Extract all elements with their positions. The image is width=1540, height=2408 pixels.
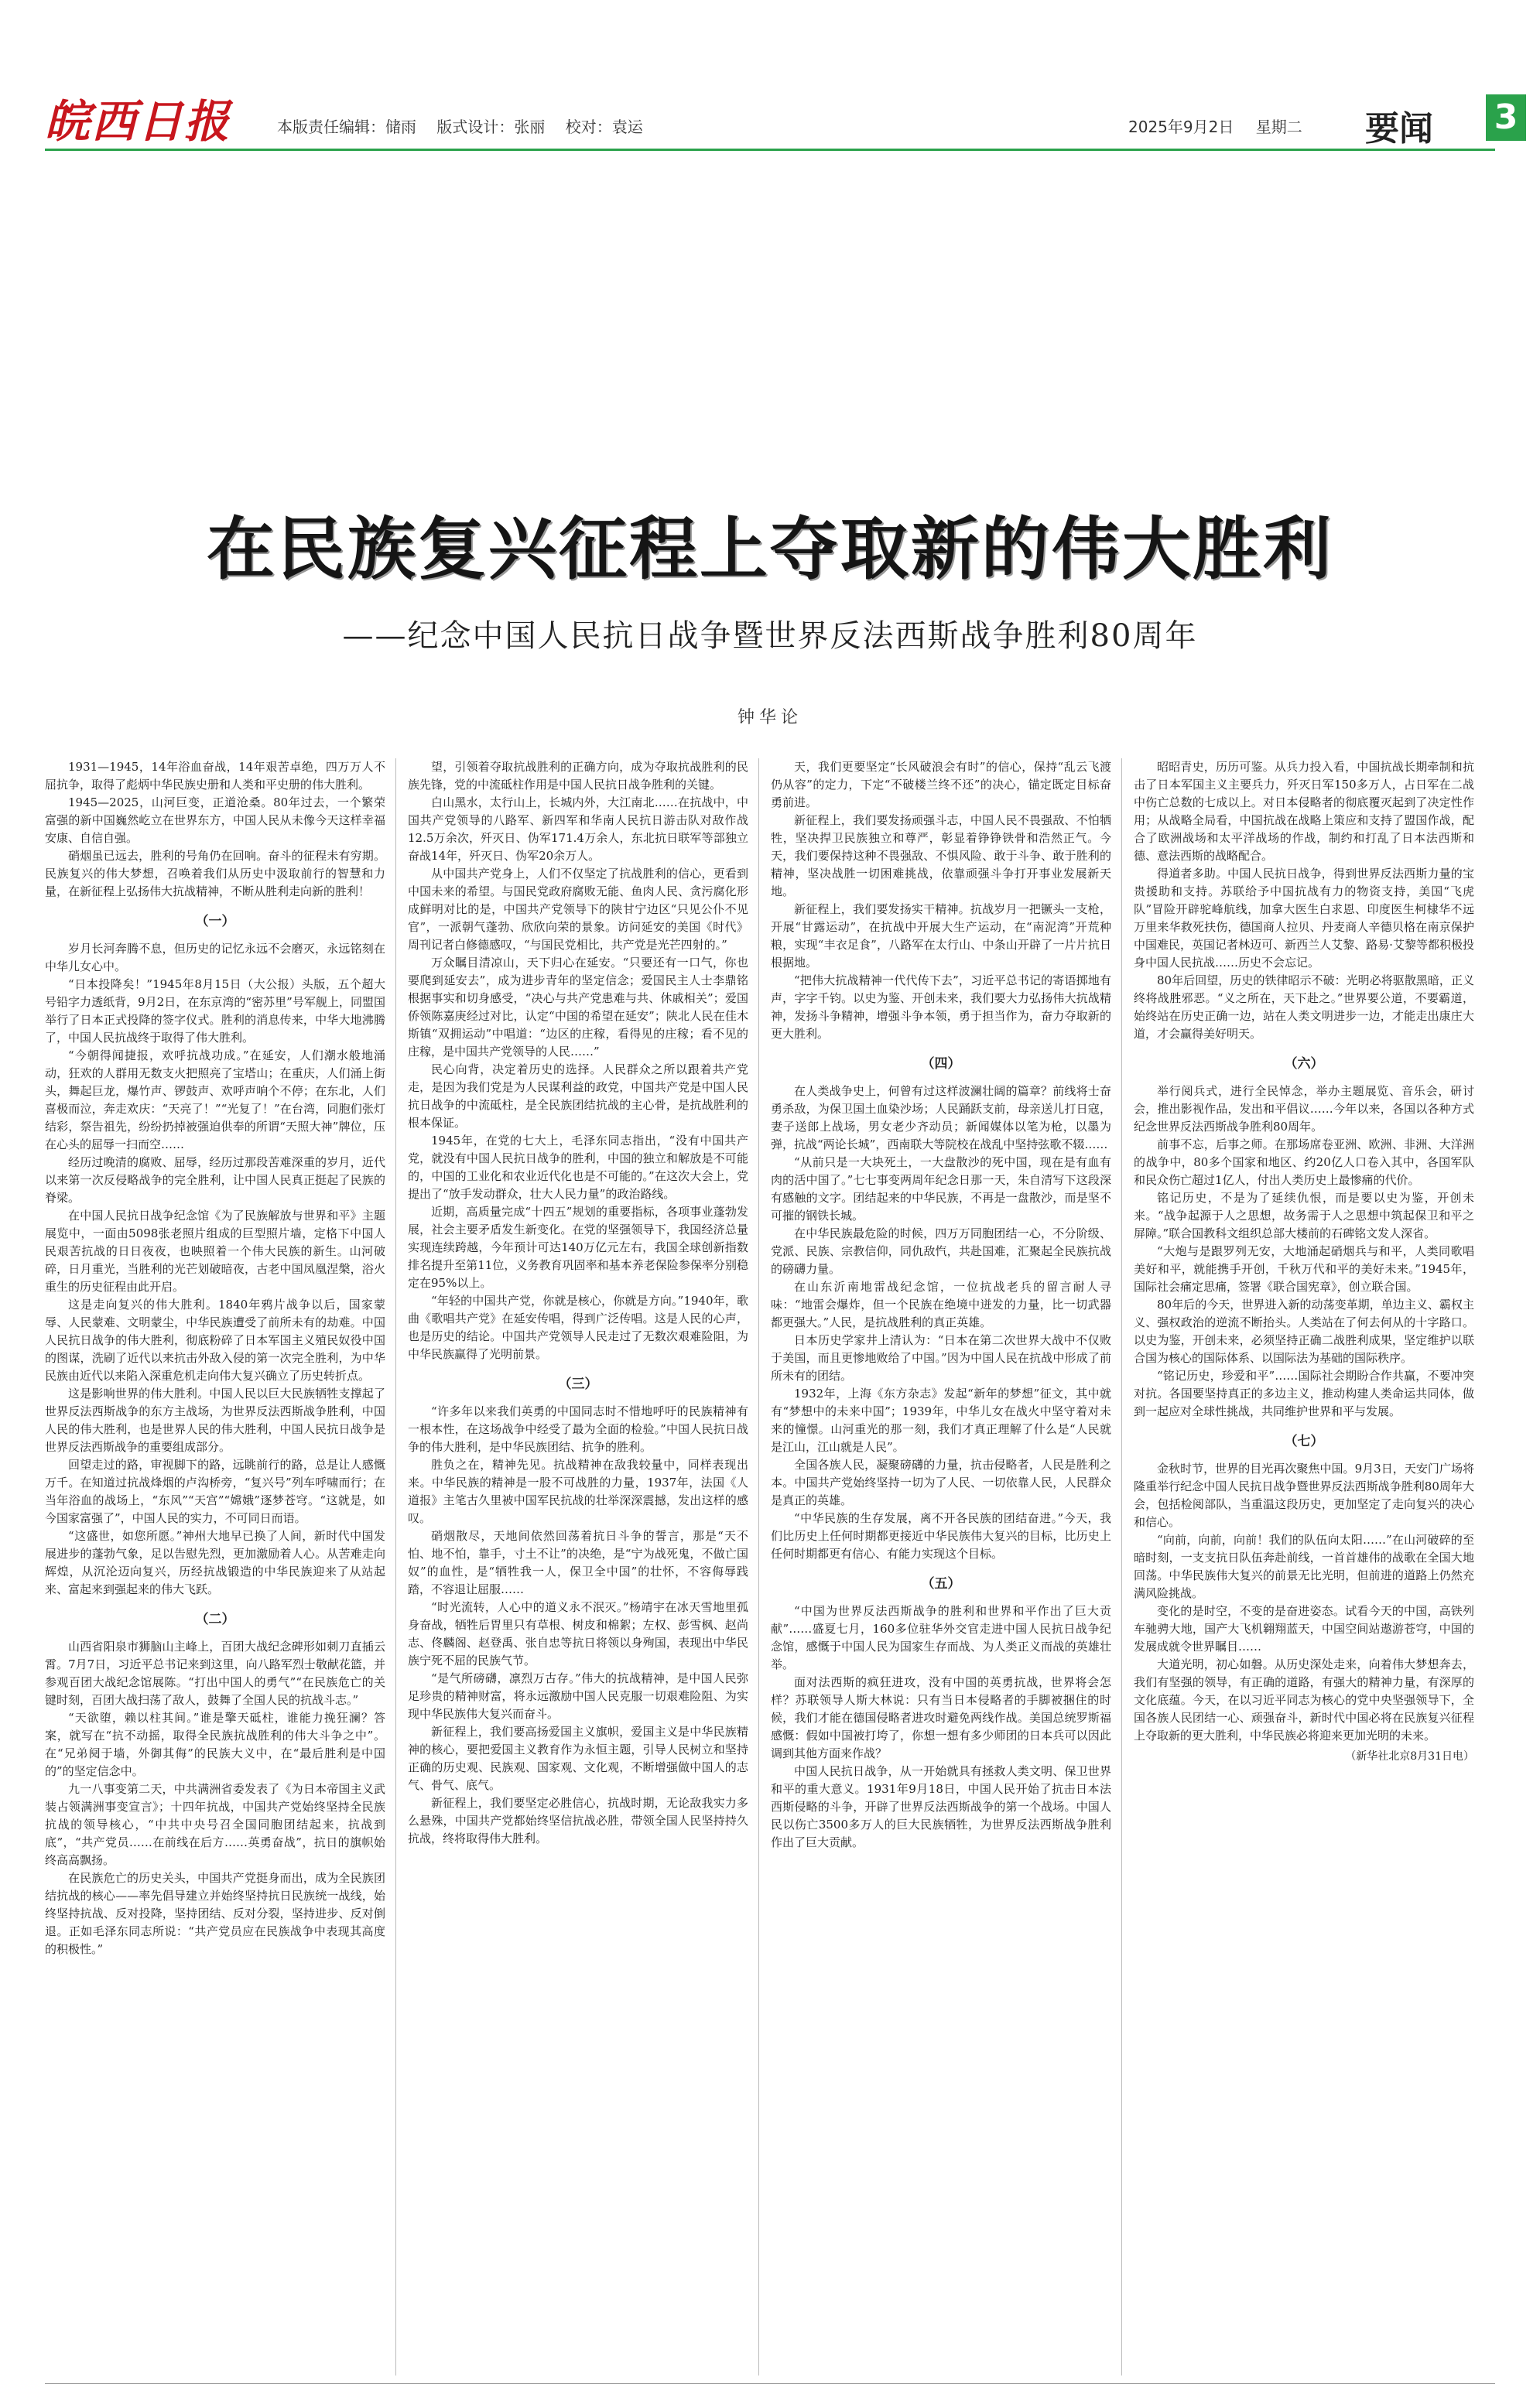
article-column-3	[771, 758, 1111, 2376]
article-paragraph: 铭记历史，不是为了延续仇恨，而是要以史为鉴，开创未来。“战争起源于人之思想，故务需于人之思想中筑起保卫和平之屏障。”联合国教科文组织总部大楼前的石碑铭文发人深省。	[1134, 1191, 1474, 1240]
article-paragraph: 九一八事变第二天，中共满洲省委发表了《为日本帝国主义武装占领满洲事变宣言》；十四年抗战，中国共产党始终坚持全民族抗战的领导核心，“中共中央号召全国同胞团结起来，抗战到底”，“共产党员……在前线在后方……英勇奋战”，抗日的旗帜始终高高飘扬。	[45, 1782, 385, 1867]
weekday-text: 星期二	[1255, 118, 1302, 136]
article-paragraph: 硝烟虽已远去，胜利的号角仍在回响。奋斗的征程未有穷期。民族复兴的伟大梦想，召唤着我们从历史中汲取前行的智慧和力量，在新征程上弘扬伟大抗战精神，不断从胜利走向新的胜利！	[45, 849, 385, 898]
layout-credit: 版式设计：张丽	[436, 118, 546, 136]
article-paragraph: 大道光明，初心如磐。从历史深处走来，向着伟大梦想奔去，我们有坚强的领导，有正确的道路，有强大的精神力量，有深厚的文化底蕴。今天，在以习近平同志为核心的党中央坚强领导下，全国各族人民团结一心、顽强奋斗，新时代中国必将在民族复兴征程上夺取新的更大胜利，中华民族必将迎来更加光明的未来。	[1134, 1657, 1474, 1743]
article-paragraph: 面对法西斯的疯狂进攻，没有中国的英勇抗战，世界将会怎样？苏联领导人斯大林说：只有当日本侵略者的手脚被捆住的时候，我们才能在德国侵略者进攻时避免两线作战。美国总统罗斯福感慨：假如中国被打垮了，你想一想有多少师团的日本兵可以因此调到其他方面来作战？	[771, 1675, 1111, 1760]
article-paragraph: 从中国共产党身上，人们不仅坚定了抗战胜利的信心，更看到中国未来的希望。与国民党政府腐败无能、鱼肉人民、贪污腐化形成鲜明对比的是，中国共产党领导下的陕甘宁边区“只见公仆不见官”，一派朝气蓬勃、欣欣向荣的景象。访问延安的美国《时代》周刊记者白修德感叹，“与国民党相比，共产党是光芒四射的。”	[408, 867, 748, 952]
article-column-2	[408, 758, 748, 2376]
article-paragraph: “中国为世界反法西斯战争的胜利和世界和平作出了巨大贡献”……盛夏七月，160多位驻华外交官走进中国人民抗日战争纪念馆，感慨于中国人民为国家生存而战、为人类正义而战的英雄壮举。	[771, 1604, 1111, 1671]
section-heading: （七）	[1284, 1434, 1324, 1449]
article-paragraph: 在中国人民抗日战争纪念馆《为了民族解放与世界和平》主题展览中，一面由5098张老照片组成的巨型照片墙，定格下中国人民艰苦抗战的日日夜夜，也映照着一个伟大民族的新生。山河破碎，日月重光，当胜利的光芒划破暗夜，古老中国凤凰涅槃，浴火重生的历史征程由此开启。	[45, 1209, 385, 1294]
article-paragraph: “时光流转，人心中的道义永不泯灭。”杨靖宇在冰天雪地里孤身奋战，牺牲后胃里只有草根、树皮和棉絮；左权、彭雪枫、赵尚志、佟麟阁、赵登禹、张自忠等抗日将领以身殉国，表现出中华民族宁死不屈的民族气节。	[408, 1600, 748, 1667]
article-paragraph: 金秋时节，世界的目光再次聚焦中国。9月3日，天安门广场将隆重举行纪念中国人民抗日战争暨世界反法西斯战争胜利80周年大会，包括检阅部队，当重温这段历史，更加坚定了走向复兴的决心和信心。	[1134, 1462, 1474, 1529]
section-title: 要闻	[1365, 109, 1433, 149]
article-paragraph: 胜负之在，精神先见。抗战精神在敌我较量中，同样表现出来。中华民族的精神是一股不可战胜的力量，1937年，法国《人道报》主笔古久里被中国军民抗战的壮举深深震撼，发出这样的感叹。	[408, 1458, 748, 1525]
article-paragraph: “中华民族的生存发展，离不开各民族的团结奋进。”今天，我们比历史上任何时期都更接近中华民族伟大复兴的目标，比历史上任何时期都更有信心、有能力实现这个目标。	[771, 1511, 1111, 1561]
editor-credits	[277, 115, 659, 137]
article-paragraph: 硝烟散尽，天地间依然回荡着抗日斗争的誓言，那是“天不怕、地不怕，靠手，寸土不让”的决绝，是“宁为战死鬼，不做亡国奴”的血性，是“牺牲我一人，保卫全中国”的壮怀，不容侮辱践踏，不容退让屈服……	[408, 1529, 748, 1596]
article-paragraph: 中国人民抗日战争，从一开始就具有拯救人类文明、保卫世界和平的重大意义。1931年9月18日，中国人民开始了抗击日本法西斯侵略的斗争，开辟了世界反法西斯战争的第一个战场。中国人民以伤亡3500多万人的巨大民族牺牲，为世界反法西斯战争胜利作出了巨大贡献。	[771, 1764, 1111, 1849]
proofread-credit: 校对：袁运	[565, 118, 643, 136]
article-paragraph: 这是影响世界的伟大胜利。中国人民以巨大民族牺牲支撑起了世界反法西斯战争的东方主战场，为世界反法西斯战争胜利，中国人民的伟大胜利，也是世界人民的伟大胜利，中国人民抗日战争是世界反法西斯战争的重要组成部分。	[45, 1387, 385, 1454]
article-paragraph: 山西省阳泉市狮脑山主峰上，百团大战纪念碑形如刺刀直插云霄。7月7日，习近平总书记来到这里，向八路军烈士敬献花篮，并参观百团大战纪念馆展陈。“打出中国人的勇气”“在民族危亡的关键时刻，百团大战扫荡了敌人，鼓舞了全国人民的抗战斗志。”	[45, 1640, 385, 1707]
article-paragraph: 新征程上，我们要发扬顽强斗志，中国人民不畏强敌、不怕牺牲，坚决捍卫民族独立和尊严，彰显着铮铮铁骨和浩然正气。今天，我们要保持这种不畏强敌、不惧风险、敢于斗争、敢于胜利的精神，坚决战胜一切困难挑战，依靠顽强斗争打开事业发展新天地。	[771, 813, 1111, 898]
article-paragraph: 在山东沂南地雷战纪念馆，一位抗战老兵的留言耐人寻味：“地雷会爆炸，但一个民族在绝境中迸发的力量，比一切武器都更强大。”人民，是抗战胜利的真正英雄。	[771, 1280, 1111, 1329]
masthead	[45, 85, 1518, 149]
article-paragraph: 望，引领着夺取抗战胜利的正确方向，成为夺取抗战胜利的民族先锋，党的中流砥柱作用是中国人民抗日战争胜利的关键。	[408, 760, 748, 792]
section-heading: （六）	[1284, 1056, 1324, 1072]
article-paragraph: “今朝得闻捷报，欢呼抗战功成。”在延安，人们潮水般地涌动，狂欢的人群用无数支火把照亮了宝塔山；在重庆，人们涌上街头，舞起巨龙，爆竹声、锣鼓声、欢呼声响个不停；在东北，人们喜极而泣，奔走欢庆：“天亮了！”“光复了！”在台湾，同胞们张灯结彩，祭告祖先，纷纷扔掉被强迫供奉的所谓“天照大神”牌位，压在心头的屈辱一扫而空……	[45, 1048, 385, 1151]
article-paragraph: 80年后回望，历史的铁律昭示不破：光明必将驱散黑暗，正义终将战胜邪恶。“义之所在，天下赴之。”世界要公道，不要霸道，始终站在历史正确一边，站在人类文明进步一边，才能走出康庄大道，才会赢得美好明天。	[1134, 973, 1474, 1041]
article-paragraph: 新征程上，我们要发扬实干精神。抗战岁月一把镢头一支枪，开展“甘露运动”，在抗战中开展大生产运动，在“南泥湾”开荒种粮，实现“丰衣足食”，八路军在太行山、中条山开辟了一片片抗日根据地。	[771, 902, 1111, 970]
article-paragraph: 变化的是时空，不变的是奋进姿态。试看今天的中国，高铁列车驰骋大地，国产大飞机翱翔蓝天，中国空间站遨游苍穹，中国的发展成就令世界瞩目……	[1134, 1604, 1474, 1654]
article-column-1	[45, 758, 385, 2376]
article-paragraph: “从前只是一大块死土，一大盘散沙的死中国，现在是有血有肉的活中国了。”七七事变两周年纪念日那一天，朱自清写下这段深有感触的文字。团结起来的中华民族，不再是一盘散沙，而是坚不可摧的钢铁长城。	[771, 1155, 1111, 1223]
dateline-credit: （新华社北京8月31日电）	[1345, 1750, 1474, 1763]
article-paragraph: “天欲堕，赖以柱其间。”谁是擎天砥柱，谁能力挽狂澜？答案，就写在“抗不动摇，取得全民族抗战胜利的伟大斗争之中”。在“兄弟阋于墙，外御其侮”的民族大义中，在“最后胜利是中国的”的坚定信念中。	[45, 1711, 385, 1778]
article-paragraph: 回望走过的路，审视脚下的路，远眺前行的路，总是让人感慨万千。在知道过抗战烽烟的卢沟桥旁，“复兴号”列车呼啸而行；在当年浴血的战场上，“东风”“天宫”“嫦娥”逐梦苍穹。“这就是，如今国家富强了”，中国人民的实力，不可同日而语。	[45, 1458, 385, 1525]
article-paragraph: 天，我们更要坚定“长风破浪会有时”的信心，保持“乱云飞渡仍从容”的定力，下定“不破楼兰终不还”的决心，锚定既定目标奋勇前进。	[771, 760, 1111, 809]
article-paragraph: 在中华民族最危险的时候，四万万同胞团结一心，不分阶级、党派、民族、宗教信仰，同仇敌忾，共赴国难，汇聚起全民族抗战的磅礴力量。	[771, 1226, 1111, 1276]
article-column-4	[1134, 758, 1474, 2376]
article-title: 在民族复兴征程上夺取新的伟大胜利	[206, 509, 1333, 589]
article-subtitle: ——纪念中国人民抗日战争暨世界反法西斯战争胜利80周年	[342, 618, 1198, 654]
column-divider	[1121, 758, 1122, 2376]
article-paragraph: 近期，高质量完成“十四五”规划的重要指标，各项事业蓬勃发展，社会主要矛盾发生新变化。在党的坚强领导下，我国经济总量实现连续跨越，今年预计可达140万亿元左右，我国全球创新指数排名提升至第11位，义务教育巩固率和基本养老保险参保率分别稳定在95%以上。	[408, 1205, 748, 1290]
section-heading: （四）	[921, 1056, 961, 1072]
article-paragraph: 新征程上，我们要坚定必胜信心，抗战时期，无论敌我实力多么悬殊，中国共产党都始终坚信抗战必胜，带领全国人民坚持持久抗战，终将取得伟大胜利。	[408, 1796, 748, 1845]
article-paragraph: 万众瞩目清凉山，天下归心在延安。“只要还有一口气，你也要爬到延安去”，成为进步青年的坚定信念；爱国民主人士李鼎铭根据事实和切身感受，“决心与共产党患难与共、休戚相关”；爱国侨领陈嘉庚经过对比，认定“中国的希望在延安”；陕北人民在佳木斯镇“双拥运动”中唱道：“边区的庄稼，看得见的庄稼；看不见的庄稼，是中国共产党领导的人民……”	[408, 956, 748, 1059]
article-paragraph: 80年后的今天，世界进入新的动荡变革期，单边主义、霸权主义、强权政治的逆流不断抬头。人类站在了何去何从的十字路口。以史为鉴，开创未来，必须坚持正确二战胜利成果，坚定维护以联合国为核心的国际体系、以国际法为基础的国际秩序。	[1134, 1298, 1474, 1365]
article-byline: 钟华论	[737, 708, 803, 727]
article-paragraph: “大炮与是跟罗列无安，大地涌起硝烟兵与和平，人类同歌唱美好和平，就能携手开创，千秋万代和平的美好未来。”1945年，国际社会痛定思痛，签署《联合国宪章》，创立联合国。	[1134, 1244, 1474, 1294]
column-divider	[395, 758, 396, 2376]
article-paragraph: 民心向背，决定着历史的选择。人民群众之所以跟着共产党走，是因为我们党是为人民谋利益的政党，中国共产党是中国人民抗日战争的中流砥柱，是全民族团结抗战的主心骨，是抗战胜利的根本保证。	[408, 1062, 748, 1130]
article-paragraph: 昭昭青史，历历可鉴。从兵力投入看，中国抗战长期牵制和抗击了日本军国主义主要兵力，歼灭日军150多万人，占日军在二战中伤亡总数的七成以上。对日本侵略者的彻底覆灭起到了决定性作用；从战略全局看，中国抗战在战略上策应和支持了盟国作战，配合了欧洲战场和太平洋战场的作战，制约和打乱了日本法西斯和德、意法西斯的战略配合。	[1134, 760, 1474, 863]
article-paragraph: 新征程上，我们要高扬爱国主义旗帜，爱国主义是中华民族精神的核心，要把爱国主义教育作为永恒主题，引导人民树立和坚持正确的历史观、民族观、国家观、文化观，不断增强做中国人的志气、骨气、底气。	[408, 1725, 748, 1792]
issue-date	[1128, 115, 1319, 137]
section-heading: （五）	[921, 1576, 961, 1592]
article-paragraph: 日本历史学家井上清认为：“日本在第二次世界大战中不仅败于美国，而且更惨地败给了中国。”因为中国人民在抗战中形成了前所未有的团结。	[771, 1333, 1111, 1383]
article-paragraph: “铭记历史，珍爱和平”……国际社会期盼合作共赢，不要冲突对抗。各国要坚持真正的多边主义，推动构建人类命运共同体，做到一起应对全球性挑战，共同维护世界和平与发展。	[1134, 1369, 1474, 1418]
article-paragraph: 在人类战争史上，何曾有过这样波澜壮阔的篇章？前线将士奋勇杀敌，为保卫国土血染沙场；人民踊跃支前，母亲送儿打日寇，妻子送郎上战场，男女老少齐动员；新闻媒体以笔为枪，以墨为弹，抗战“两论长城”，西南联大等院校在战乱中坚持弦歌不辍……	[771, 1084, 1111, 1151]
page-bottom-rule	[45, 2383, 1495, 2384]
article-paragraph: 得道者多助。中国人民抗日战争，得到世界反法西斯力量的宝贵援助和支持。苏联给予中国抗战有力的物资支持，美国“飞虎队”冒险开辟驼峰航线，加拿大医生白求恩、印度医生柯棣华不远万里来华救死扶伤，德国商人拉贝、丹麦商人辛德贝格在南京保护中国难民，英国记者林迈可、新西兰人艾黎、路易·艾黎等都积极投身中国人民抗战……历史不会忘记。	[1134, 867, 1474, 970]
article-paragraph: 经历过晚清的腐败、屈辱，经历过那段苦难深重的岁月，近代以来第一次反侵略战争的完全胜利，让中国人民真正挺起了民族的脊梁。	[45, 1155, 385, 1205]
section-heading: （三）	[558, 1377, 598, 1392]
section-heading: （一）	[195, 914, 235, 929]
article-paragraph: “年轻的中国共产党，你就是核心，你就是方向。”1940年，歌曲《歌唱共产党》在延安传唱，得到广泛传唱。这是人民的心声，也是历史的结论。中国共产党领导人民走过了无数次艰难险阻，为中华民族赢得了光明前景。	[408, 1294, 748, 1361]
page-number-badge: 3	[1486, 94, 1526, 141]
article-paragraph: “是气所磅礴，凛烈万古存。”伟大的抗战精神，是中国人民弥足珍贵的精神财富，将永远激励中国人民克服一切艰难险阻、为实现中华民族伟大复兴而奋斗。	[408, 1671, 748, 1721]
article-paragraph: 1945—2025，山河巨变，正道沧桑。80年过去，一个繁荣富强的新中国巍然屹立在世界东方，中国人民从未像今天这样幸福安康、自信自强。	[45, 795, 385, 845]
article-paragraph: “向前，向前，向前！我们的队伍向太阳……”在山河破碎的至暗时刻，一支支抗日队伍奔赴前线，一首首雄伟的战歌在全国大地回荡。中华民族伟大复兴的前景无比光明，但前进的道路上仍然充满风险挑战。	[1134, 1533, 1474, 1600]
editor-credit: 本版责任编辑：储雨	[277, 118, 416, 136]
article-paragraph: 在民族危亡的历史关头，中国共产党挺身而出，成为全民族团结抗战的核心——率先倡导建立并始终坚持抗日民族统一战线，始终坚持抗战、反对投降，坚持团结、反对分裂，坚持进步、反对倒退。正如毛泽东同志所说：“共产党员应在民族战争中表现其高度的积极性。”	[45, 1871, 385, 1956]
article-paragraph: 白山黑水，太行山上，长城内外，大江南北……在抗战中，中国共产党领导的八路军、新四军和华南人民抗日游击队对敌作战12.5万余次，歼灭日、伪军171.4万余人，东北抗日联军等部独立奋战14年，歼灭日、伪军20余万人。	[408, 795, 748, 863]
article-paragraph: 前事不忘，后事之师。在那场席卷亚洲、欧洲、非洲、大洋洲的战争中，80多个国家和地区、约20亿人口卷入其中，各国军队和民众伤亡超过1亿人，付出人类历史上最惨痛的代价。	[1134, 1137, 1474, 1187]
article-paragraph: 岁月长河奔腾不息，但历史的记忆永远不会磨灭，永远铭刻在中华儿女心中。	[45, 942, 385, 973]
article-paragraph: 举行阅兵式，进行全民悼念，举办主题展览、音乐会，研讨会，推出影视作品，发出和平倡议……今年以来，各国以各种方式纪念世界反法西斯战争胜利80周年。	[1134, 1084, 1474, 1134]
article-paragraph: 1945年，在党的七大上，毛泽东同志指出，“没有中国共产党，就没有中国人民抗日战争的胜利，中国的独立和解放是不可能的，中国的工业化和农业近代化也是不可能的。”在这次大会上，党提出了“放手发动群众，壮大人民力量”的政治路线。	[408, 1134, 748, 1201]
newspaper-logo: 皖西日报	[45, 95, 231, 148]
article-paragraph: “许多年以来我们英勇的中国同志时不惜地呼吁的民族精神有一根本性，在这场战争中经受了最为全面的检验。”中国人民抗日战争的伟大胜利，是中华民族团结、抗争的胜利。	[408, 1404, 748, 1454]
article-paragraph: “日本投降矣！”1945年8月15日（大公报）头版，五个超大号铅字力透纸背，9月2日，在东京湾的“密苏里”号军舰上，同盟国举行了日本正式投降的签字仪式。胜利的消息传来，中华大地沸腾了，中国人民抗战终于取得了伟大胜利。	[45, 977, 385, 1045]
article-paragraph: “这盛世，如您所愿。”神州大地早已换了人间，新时代中国发展进步的蓬勃气象，足以告慰先烈，更加激励着人心。从苦难走向辉煌，从沉沦迈向复兴，历经抗战锻造的中华民族迎来了从站起来、富起来到强起来的伟大飞跃。	[45, 1529, 385, 1596]
section-heading: （二）	[195, 1612, 235, 1627]
column-divider	[758, 758, 759, 2376]
article-paragraph: “把伟大抗战精神一代代传下去”，习近平总书记的寄语掷地有声，字字千钧。以史为鉴、开创未来，我们要大力弘扬伟大抗战精神，发扬斗争精神，增强斗争本领，勇于担当作为，奋力夺取新的更大胜利。	[771, 973, 1111, 1041]
date-text: 2025年9月2日	[1128, 118, 1234, 136]
masthead-rule	[45, 149, 1495, 151]
article-paragraph: 1932年，上海《东方杂志》发起“新年的梦想”征文，其中就有“梦想中的未来中国”；1939年，中华儿女在战火中坚守着对未来的憧憬。山河重光的那一刻，我们才真正理解了什么是“人民就是江山，江山就是人民”。	[771, 1387, 1111, 1454]
article-paragraph: 全国各族人民，凝聚磅礴的力量，抗击侵略者，人民是胜利之本。中国共产党始终坚持一切为了人民、一切依靠人民，人民群众是真正的英雄。	[771, 1458, 1111, 1507]
article-paragraph: 这是走向复兴的伟大胜利。1840年鸦片战争以后，国家蒙辱、人民蒙难、文明蒙尘，中华民族遭受了前所未有的劫难。中国人民抗日战争的伟大胜利，彻底粉碎了日本军国主义殖民奴役中国的图谋，洗刷了近代以来抗击外敌入侵的第一次完全胜利，为中华民族由近代以来陷入深重危机走向伟大复兴确立了历史转折点。	[45, 1298, 385, 1383]
article-paragraph: 1931—1945，14年浴血奋战，14年艰苦卓绝，四万万人不屈抗争，取得了彪炳中华民族史册和人类和平史册的伟大胜利。	[45, 760, 385, 792]
